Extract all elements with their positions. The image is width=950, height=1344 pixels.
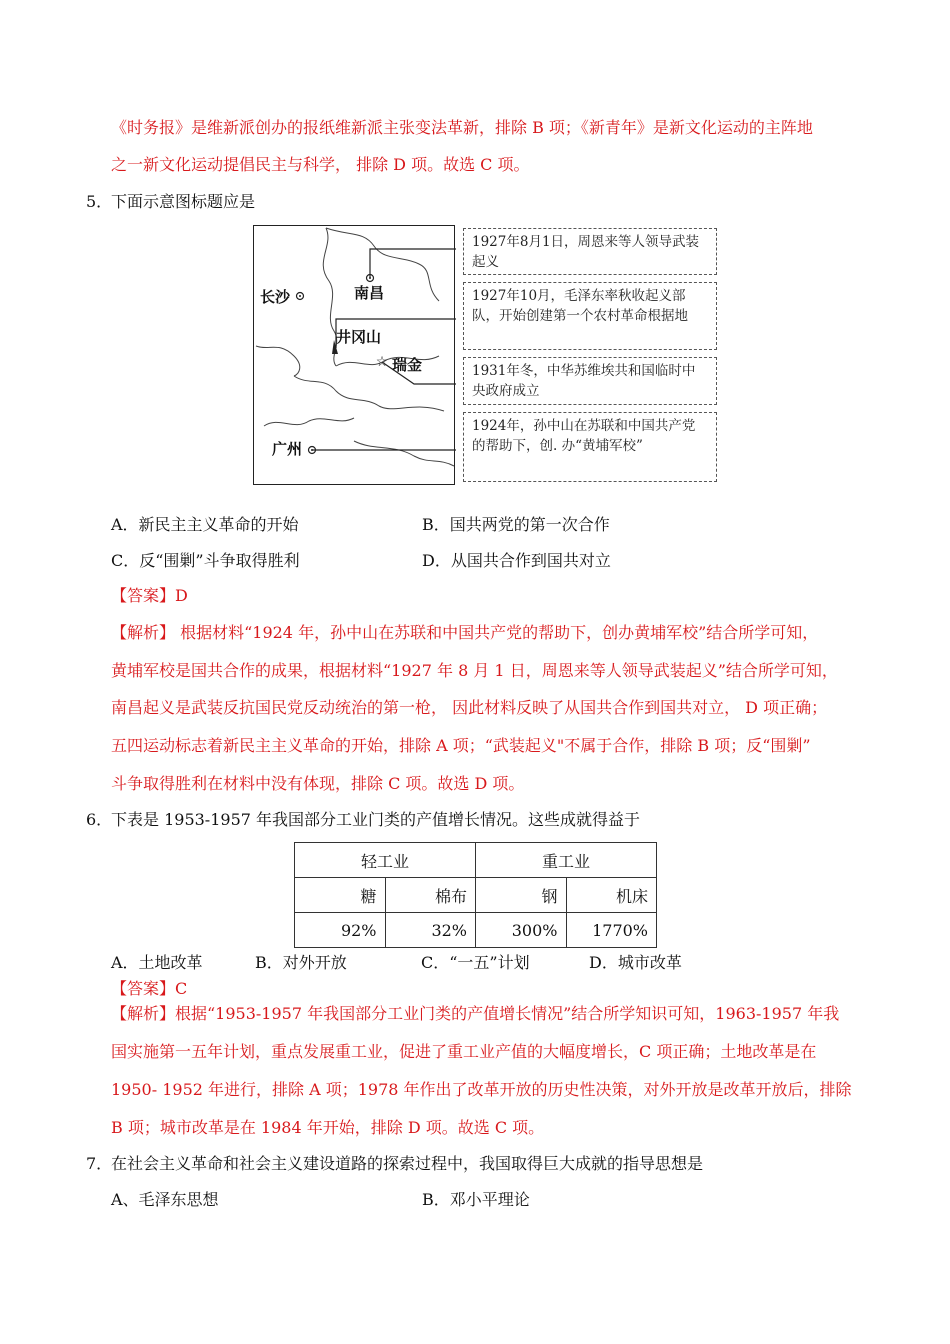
- table-item-cotton-cloth: 棉布: [385, 878, 476, 913]
- q6-analysis-line2: 国实施第一五年计划，重点发展重工业，促进了重工业产值的大幅度增长，C 项正确；土地改革是在: [111, 1042, 817, 1061]
- table-item-machine-tool: 机床: [566, 878, 657, 913]
- q4-explanation-line1: 《时务报》是维新派创办的报纸维新派主张变法革新，排除 B 项；《新青年》是新文化运动的主阵地: [111, 118, 813, 137]
- table-group-heavy-industry: 重工业: [476, 843, 657, 878]
- table-group-light-industry: 轻工业: [295, 843, 476, 878]
- q5-analysis-line4: 五四运动标志着新民主主义革命的开始，排除 A 项；“武装起义"不属于合作，排除 B 项；反“围剿”: [111, 736, 811, 755]
- q7-stem: 在社会主义革命和社会主义建设道路的探索过程中，我国取得巨大成就的指导思想是: [111, 1154, 704, 1173]
- q6-number: 6．: [86, 810, 113, 829]
- q5-analysis-line3: 南昌起义是武装反抗国民党反动统治的第一枪， 因此材料反映了从国共合作到国共对立， D 项正确；: [111, 698, 828, 717]
- q7-option-a[interactable]: A、毛泽东思想: [111, 1190, 219, 1209]
- map-label-changsha: 长沙: [260, 288, 291, 306]
- q5-option-a[interactable]: A．新民主主义革命的开始: [111, 515, 299, 534]
- map-label-jinggangshan: 井冈山: [336, 328, 382, 346]
- q6-analysis-line1: 【解析】根据“1953-1957 年我国部分工业门类的产值增长情况”结合所学知识可知，1963-1957 年我: [111, 1004, 840, 1023]
- q6-option-d[interactable]: D．城市改革: [589, 953, 682, 972]
- revolution-map: [253, 225, 455, 485]
- table-value-cotton-cloth: 32%: [385, 913, 476, 948]
- map-label-ruijin: 瑞金: [392, 356, 423, 374]
- q5-analysis-line5: 斗争取得胜利在材料中没有体现，排除 C 项。故选 D 项。: [111, 774, 525, 793]
- table-value-sugar: 92%: [295, 913, 386, 948]
- map-label-guangzhou: 广州: [272, 440, 303, 458]
- map-event-1927-oct: 1927年10月，毛泽东率秋收起义部队，开始创建第一个农村革命根据地: [463, 282, 717, 350]
- q5-option-d[interactable]: D．从国共合作到国共对立: [422, 551, 611, 570]
- q6-analysis-line3: 1950- 1952 年进行，排除 A 项；1978 年作出了改革开放的历史性决策，对外开放是改革开放后，排除: [111, 1080, 852, 1099]
- q5-stem: 下面示意图标题应是: [111, 192, 256, 211]
- table-item-steel: 钢: [476, 878, 567, 913]
- q6-analysis-line4: B 项；城市改革是在 1984 年开始，排除 D 项。故选 C 项。: [111, 1118, 545, 1137]
- q5-option-b[interactable]: B．国共两党的第一次合作: [422, 515, 610, 534]
- q5-option-c[interactable]: C．反“围剿”斗争取得胜利: [111, 551, 300, 570]
- table-value-steel: 300%: [476, 913, 567, 948]
- table-item-sugar: 糖: [295, 878, 386, 913]
- q6-stem: 下表是 1953-1957 年我国部分工业门类的产值增长情况。这些成就得益于: [111, 810, 641, 829]
- map-event-1927-aug: 1927年8月1日，周恩来等人领导武装起义: [463, 228, 717, 275]
- ruijin-star-icon: ☆: [375, 354, 389, 370]
- q6-option-a[interactable]: A．土地改革: [111, 953, 203, 972]
- q7-option-b[interactable]: B．邓小平理论: [422, 1190, 530, 1209]
- q5-analysis-line1: 【解析】 根据材料“1924 年，孙中山在苏联和中国共产党的帮助下，创办黄埔军校”结合所学可知，: [111, 623, 819, 642]
- q6-option-c[interactable]: C．“一五”计划: [421, 953, 530, 972]
- q5-answer: 【答案】D: [111, 586, 188, 605]
- q5-number: 5．: [86, 192, 113, 211]
- q4-explanation-line2: 之一新文化运动提倡民主与科学， 排除 D 项。故选 C 项。: [111, 155, 530, 174]
- q6-option-b[interactable]: B．对外开放: [255, 953, 347, 972]
- q6-answer: 【答案】C: [111, 979, 188, 998]
- map-label-nanchang: 南昌: [354, 284, 385, 302]
- q7-number: 7．: [86, 1154, 113, 1173]
- map-event-1931: 1931年冬，中华苏维埃共和国临时中央政府成立: [463, 357, 717, 405]
- map-event-1924: 1924年，孙中山在苏联和中国共产党的帮助下，创. 办“黄埔军校”: [463, 412, 717, 482]
- q5-analysis-line2: 黄埔军校是国共合作的成果，根据材料“1927 年 8 月 1 日，周恩来等人领导武装起义”结合所学可知，: [111, 661, 838, 680]
- industry-growth-table: [294, 842, 657, 948]
- table-value-machine-tool: 1770%: [566, 913, 657, 948]
